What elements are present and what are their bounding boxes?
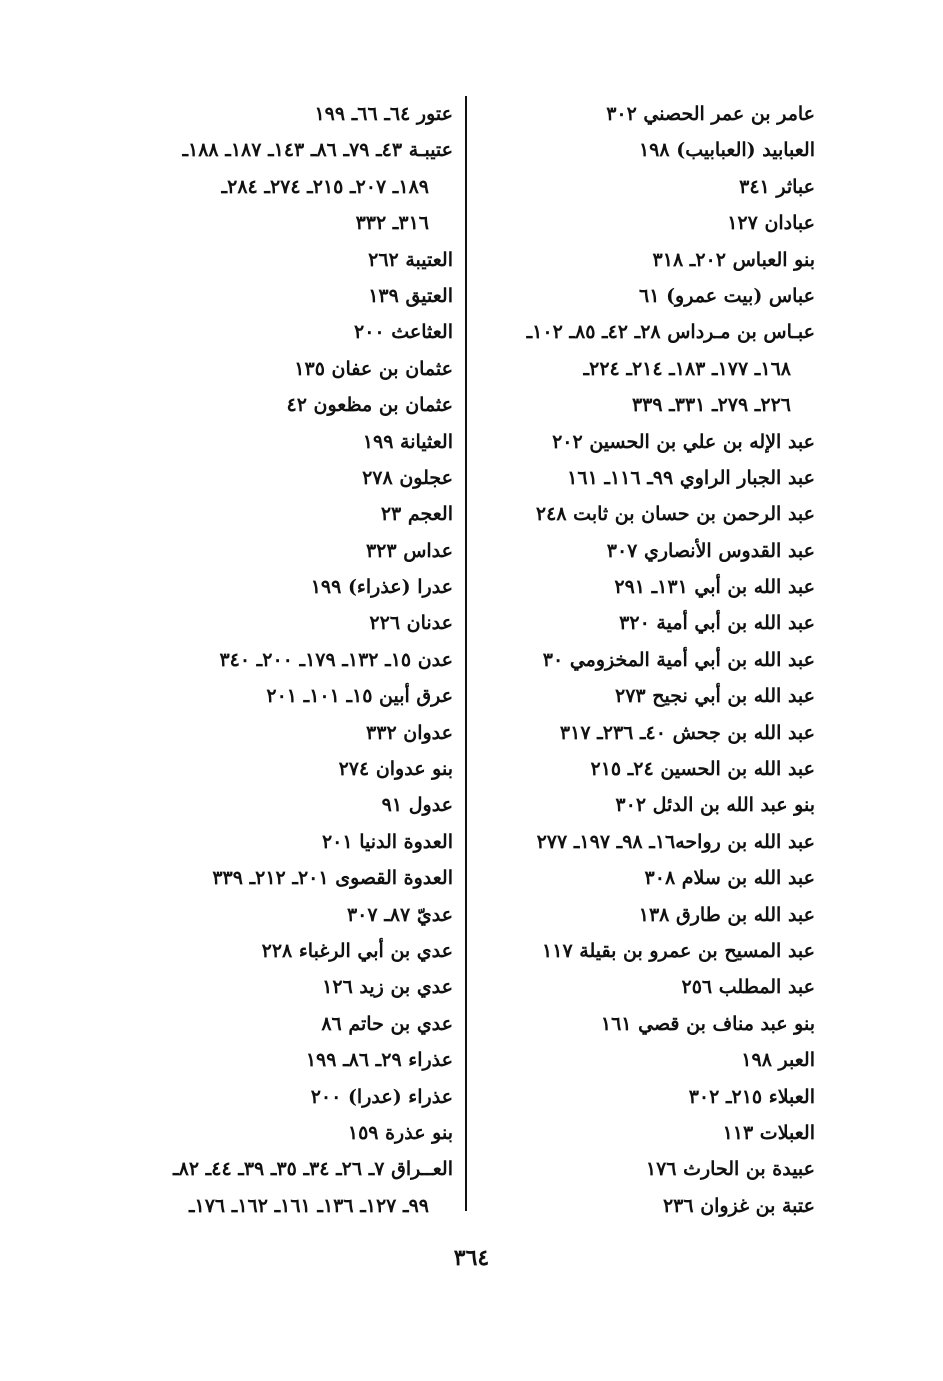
index-entry: العجم ٢٣ xyxy=(380,503,453,526)
index-entry: عبد الله بن أبي نجيح ٢٧٣ xyxy=(615,685,815,708)
index-entry: العتيق ١٣٩ xyxy=(368,284,453,307)
index-entry: عدي بن زيد ١٢٦ xyxy=(322,976,453,999)
index-entry: العبلاء ٢١٥ـ ٣٠٢ xyxy=(688,1085,815,1108)
index-entry: عبد القدوس الأنصاري ٣٠٧ xyxy=(606,539,815,562)
index-entry: عبد الله بن طارق ١٣٨ xyxy=(638,903,815,926)
index-entry: عامر بن عمر الحصني ٣٠٢ xyxy=(606,103,815,125)
index-entry: بنو عبد الله بن الدئل ٣٠٢ xyxy=(615,794,815,817)
index-column-left xyxy=(83,96,453,1224)
index-entry: بنو العباس ٢٠٢ـ ٣١٨ xyxy=(652,248,815,271)
index-entry: عبد الجبار الراوي ٩٩ـ ١١٦ـ ١٦١ xyxy=(567,466,815,489)
index-entry: عبد الإله بن علي بن الحسين ٢٠٢ xyxy=(552,430,815,453)
index-entry: العدوة القصوى ٢٠١ـ ٢١٢ـ ٣٣٩ xyxy=(212,867,453,890)
index-entry: عبد المطلب ٢٥٦ xyxy=(681,976,815,999)
index-entry: عبد الله بن جحش ٤٠ـ ٢٣٦ـ ٣١٧ xyxy=(559,721,815,744)
index-entry: عذراء ٢٩ـ ٨٦ـ ١٩٩ xyxy=(305,1049,453,1072)
index-entry: عدول ٩١ xyxy=(381,794,453,817)
index-entry: عبد الله بن أبي أمية ٣٢٠ xyxy=(619,612,815,635)
index-entry: عبد الله بن أبي أمية المخزومي ٣٠ xyxy=(542,648,815,671)
index-entry-continuation: ١٨٩ـ ٢٠٧ـ ٢١٥ـ ٢٧٤ـ ٢٨٤ـ xyxy=(221,175,429,198)
index-entry: العبابيد (العبابيب) ١٩٨ xyxy=(638,139,815,162)
index-entry: عبد الله بن سلام ٣٠٨ xyxy=(644,867,815,890)
column-divider xyxy=(465,96,467,1211)
index-entry: عدي بن أبي الرغباء ٢٢٨ xyxy=(261,939,453,962)
index-entry: عرق أبين ١٥ـ ١٠١ـ ٢٠١ xyxy=(266,685,453,708)
index-entry: عدوان ٣٣٢ xyxy=(366,721,453,744)
index-entry-continuation: ١٦٨ـ ١٧٧ـ ١٨٣ـ ٢١٤ـ ٢٢٤ـ xyxy=(583,357,791,380)
index-entry: عتبة بن غزوان ٢٣٦ xyxy=(662,1194,815,1217)
index-entry-continuation: ٩٩ـ ١٢٧ـ ١٣٦ـ ١٦١ـ ١٦٢ـ ١٧٦ـ xyxy=(188,1194,429,1217)
index-entry: عدرا (عذراء) ١٩٩ xyxy=(310,576,453,599)
index-entry: العبر ١٩٨ xyxy=(741,1049,815,1072)
index-entry: العــراق ٧ـ ٢٦ـ ٣٤ـ ٣٥ـ ٣٩ـ ٤٤ـ ٨٢ـ xyxy=(173,1158,453,1181)
index-entry: عداس ٣٢٣ xyxy=(365,539,453,562)
index-entry: عباس (بيت عمرو) ٦١ xyxy=(639,284,815,307)
index-entry: عجلون ٢٧٨ xyxy=(362,466,453,489)
index-entry: عباثر ٣٤١ xyxy=(739,175,815,198)
index-entry: عبد الله بن أبي ١٣١ـ ٢٩١ xyxy=(614,576,815,599)
index-entry: عديّ ٨٧ـ ٣٠٧ xyxy=(346,903,453,926)
index-entry-continuation: ٣١٦ـ ٣٣٢ xyxy=(355,212,429,235)
index-entry: عبد الله بن الحسين ٢٤ـ ٢١٥ xyxy=(590,758,815,781)
page-number: ٣٦٤ xyxy=(453,1245,490,1271)
index-entry: عبـاس بن مـرداس ٢٨ـ ٤٢ـ ٨٥ـ ١٠٢ـ xyxy=(526,321,815,344)
index-entry: العثاعث ٢٠٠ xyxy=(354,321,453,344)
index-entry: عبد الرحمن بن حسان بن ثابت ٢٤٨ xyxy=(535,503,815,526)
index-column-right xyxy=(465,96,815,1224)
index-entry: عثمان بن عفان ١٣٥ xyxy=(294,357,453,380)
index-entry: بنو عذرة ١٥٩ xyxy=(347,1121,453,1144)
index-entry: عثمان بن مظعون ٤٢ xyxy=(286,394,453,417)
index-entry: العدوة الدنيا ٢٠١ xyxy=(321,830,453,853)
index-entry: عبد الله بن رواحه١٦ـ ٩٨ـ ١٩٧ـ ٢٧٧ xyxy=(536,830,815,853)
index-entry: العبلات ١١٣ xyxy=(722,1121,815,1144)
index-entry: عبادان ١٢٧ xyxy=(727,212,815,235)
index-entry: عدي بن حاتم ٨٦ xyxy=(321,1012,453,1035)
index-entry-continuation: ٢٢٦ـ ٢٧٩ـ ٣٣١ـ ٣٣٩ xyxy=(631,394,791,417)
index-entry: عدن ١٥ـ ١٣٢ـ ١٧٩ـ ٢٠٠ـ ٣٤٠ xyxy=(219,648,453,671)
index-entry: بنو عبد مناف بن قصي ١٦١ xyxy=(600,1012,815,1035)
index-entry: عدنان ٢٢٦ xyxy=(369,612,453,635)
index-entry: عتور ٦٤ـ ٦٦ـ ١٩٩ xyxy=(314,103,453,125)
index-entry: عتيبـة ٤٣ـ ٧٩ـ ٨٦ـ ١٤٣ـ ١٨٧ـ ١٨٨ـ xyxy=(182,139,453,162)
index-entry: عبد المسيح بن عمرو بن بقيلة ١١٧ xyxy=(542,939,815,962)
index-entry: عبيدة بن الحارث ١٧٦ xyxy=(645,1158,815,1181)
index-entry: عذراء (عدرا) ٢٠٠ xyxy=(310,1085,453,1108)
index-entry: العثيانة ١٩٩ xyxy=(362,430,453,453)
index-entry: العتيبة ٢٦٢ xyxy=(368,248,453,271)
index-entry: بنو عدوان ٢٧٤ xyxy=(338,758,453,781)
